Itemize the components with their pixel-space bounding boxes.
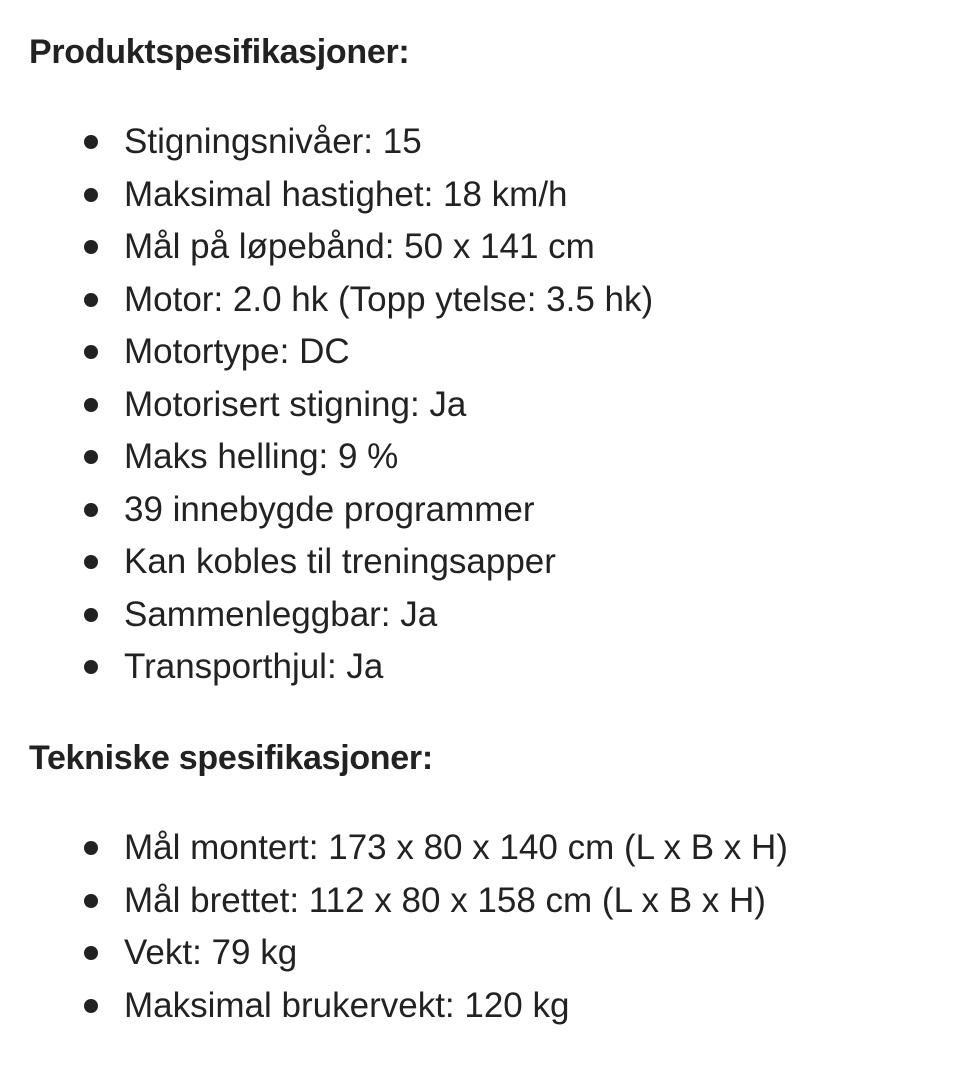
- list-item: [0, 875, 788, 928]
- list-item-text: Kan kobles til treningsapper: [124, 542, 556, 581]
- list-item-text: Motortype: DC: [124, 332, 350, 371]
- list-item-text: Stigningsnivåer: 15: [124, 122, 422, 161]
- bullet-icon: [84, 894, 98, 908]
- list-item-text: Mål på løpebånd: 50 x 141 cm: [124, 227, 595, 266]
- product-specs-list: [0, 116, 653, 694]
- bullet-icon: [84, 946, 98, 960]
- technical-specs-list: [0, 822, 788, 1032]
- list-item-text: Maks helling: 9 %: [124, 437, 399, 476]
- list-item-text: Mål brettet: 112 x 80 x 158 cm (L x B x H): [124, 880, 766, 920]
- list-item: [0, 326, 653, 379]
- list-item-text: Transporthjul: Ja: [124, 647, 384, 686]
- bullet-icon: [84, 135, 98, 149]
- list-item: [0, 484, 653, 537]
- bullet-icon: [84, 608, 98, 622]
- list-item-text: Motorisert stigning: Ja: [124, 384, 467, 424]
- list-item: [0, 221, 653, 274]
- list-item-text: Vekt: 79 kg: [124, 933, 298, 972]
- bullet-icon: [84, 188, 98, 202]
- bullet-icon: [84, 345, 98, 359]
- bullet-icon: [84, 450, 98, 464]
- list-item-text: Maksimal hastighet: 18 km/h: [124, 174, 568, 214]
- list-item: [0, 431, 653, 484]
- bullet-icon: [84, 555, 98, 569]
- list-item-text: Motor: 2.0 hk (Topp ytelse: 3.5 hk): [124, 279, 654, 319]
- list-item-text: Sammenleggbar: Ja: [124, 594, 438, 634]
- bullet-icon: [84, 503, 98, 517]
- list-item: [0, 274, 653, 327]
- list-item: [0, 822, 788, 875]
- list-item: [0, 980, 788, 1033]
- bullet-icon: [84, 293, 98, 307]
- list-item: [0, 379, 653, 432]
- technical-specs-heading: Tekniske spesifikasjoner:: [29, 739, 433, 777]
- bullet-icon: [84, 999, 98, 1013]
- list-item: [0, 589, 653, 642]
- bullet-icon: [84, 240, 98, 254]
- list-item: [0, 536, 653, 589]
- list-item-text: 39 innebygde programmer: [124, 489, 535, 529]
- bullet-icon: [84, 660, 98, 674]
- list-item-text: Maksimal brukervekt: 120 kg: [124, 985, 570, 1025]
- list-item: [0, 116, 653, 169]
- product-specs-heading: Produktspesifikasjoner:: [29, 33, 410, 71]
- list-item-text: Mål montert: 173 x 80 x 140 cm (L x B x H): [124, 828, 788, 867]
- bullet-icon: [84, 841, 98, 855]
- list-item: [0, 641, 653, 694]
- list-item: [0, 169, 653, 222]
- bullet-icon: [84, 398, 98, 412]
- list-item: [0, 927, 788, 980]
